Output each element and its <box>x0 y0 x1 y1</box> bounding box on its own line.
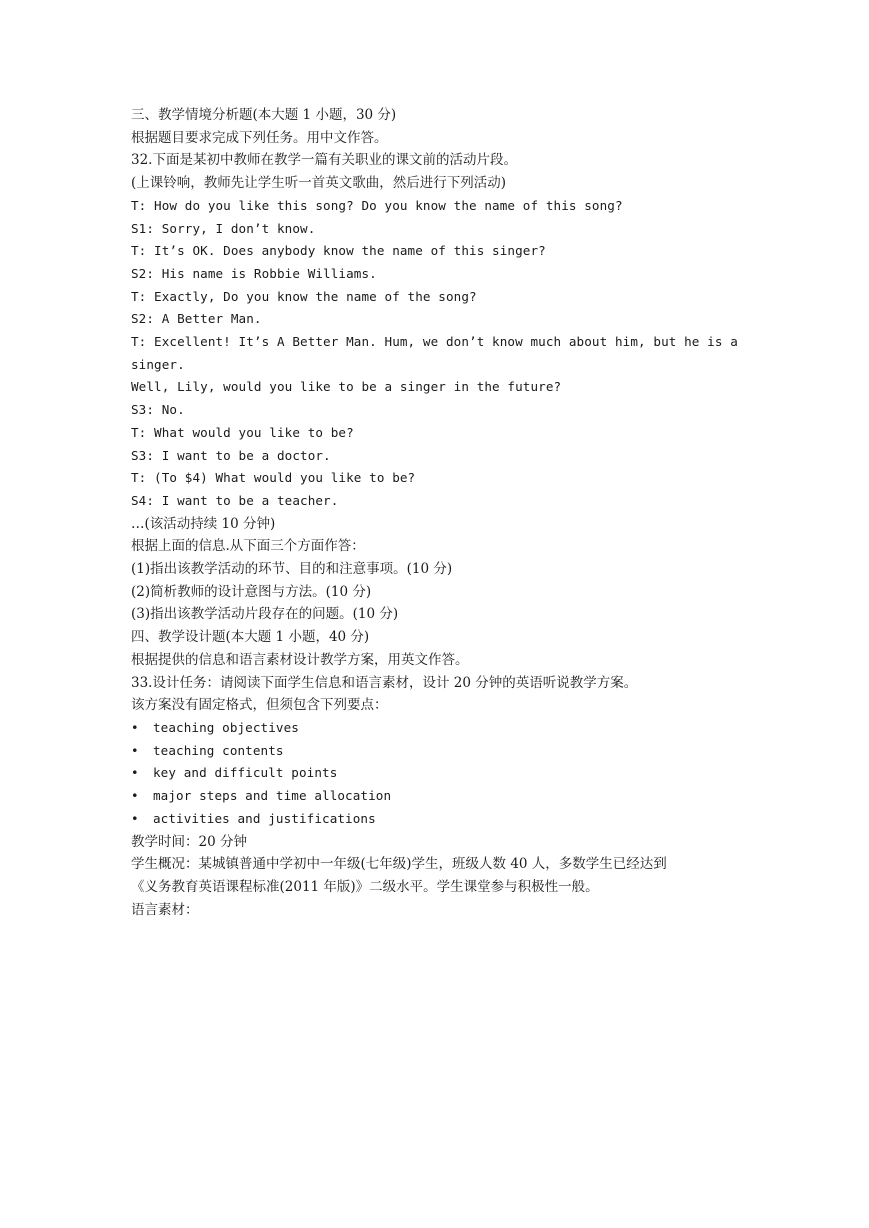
dialogue-line: T: Excellent! It’s A Better Man. Hum, we don’t know much about him, but he is a singer. <box>131 334 738 372</box>
bullet-dot-icon: • <box>131 810 139 826</box>
dialogue-line: T: Exactly, Do you know the name of the song? <box>131 288 477 304</box>
bullet-text: teaching contents <box>153 742 284 758</box>
student-profile-line: 学生概况：某城镇普通中学初中一年级(七年级)学生，班级人数 40 人，多数学生已经达到 <box>131 856 667 873</box>
question32-intro: 32.下面是某初中教师在教学一篇有关职业的课文前的活动片段。 <box>131 152 517 169</box>
bullet-item <box>131 808 743 831</box>
dialogue-line: S3: I want to be a doctor. <box>131 447 331 463</box>
bullet-text: major steps and time allocation <box>153 788 392 804</box>
bullet-text: key and difficult points <box>153 765 338 781</box>
section3-instruction: 根据题目要求完成下列任务。用中文作答。 <box>131 129 388 146</box>
task-item: (2)简析教师的设计意图与方法。(10 分) <box>131 583 372 600</box>
dialogue-line: S4: I want to be a teacher. <box>131 492 339 508</box>
dialogue-line: T: (To $4) What would you like to be? <box>131 470 416 486</box>
bullet-dot-icon: • <box>131 788 139 804</box>
bullet-dot-icon: • <box>131 719 139 735</box>
question32-context: (上课铃响，教师先让学生听一首英文歌曲，然后进行下列活动) <box>131 175 507 192</box>
section3-heading: 三、教学情境分析题(本大题 1 小题，30 分) <box>131 107 397 123</box>
language-materials-label: 语言素材： <box>131 901 199 918</box>
bullet-item <box>131 762 743 785</box>
teaching-time: 教学时间：20 分钟 <box>131 833 247 850</box>
bullet-text: teaching objectives <box>153 719 299 735</box>
dialogue-line: S3: No. <box>131 402 185 418</box>
bullet-text: activities and justifications <box>153 810 376 826</box>
bullet-dot-icon: • <box>131 765 139 781</box>
bullet-item <box>131 717 743 740</box>
task-item: (1)指出该教学活动的环节、目的和注意事项。(10 分) <box>131 561 453 578</box>
section4-instruction: 根据提供的信息和语言素材设计教学方案，用英文作答。 <box>131 651 469 668</box>
dialogue-line: Well, Lily, would you like to be a singer in the future? <box>131 379 562 395</box>
dialogue-line: T: How do you like this song? Do you know the name of this song? <box>131 197 623 213</box>
exam-text-body <box>131 104 743 921</box>
question33-task: 33.设计任务：请阅读下面学生信息和语言素材，设计 20 分钟的英语听说教学方案。 <box>131 674 638 691</box>
dialogue-line: T: What would you like to be? <box>131 424 354 440</box>
bullet-dot-icon: • <box>131 742 139 758</box>
dialogue-line: S1: Sorry, I don’t know. <box>131 220 316 236</box>
task-item: (3)指出该教学活动片段存在的问题。(10 分) <box>131 606 399 623</box>
section4-heading: 四、教学设计题(本大题 1 小题，40 分) <box>131 629 370 646</box>
bullet-item <box>131 785 743 808</box>
bullet-item <box>131 740 743 763</box>
dialogue-line: S2: A Better Man. <box>131 311 262 327</box>
format-note: 该方案没有固定格式，但须包含下列要点： <box>131 697 388 714</box>
dialogue-line: T: It’s OK. Does anybody know the name of this singer? <box>131 243 546 259</box>
dialogue-line: S2: His name is Robbie Williams. <box>131 265 377 281</box>
activity-duration-note: …(该活动持续 10 分钟) <box>131 515 276 532</box>
student-profile-line: 《义务教育英语课程标准(2011 年版)》二级水平。学生课堂参与积极性一般。 <box>131 878 599 895</box>
answer-prompt: 根据上面的信息.从下面三个方面作答： <box>131 538 365 555</box>
